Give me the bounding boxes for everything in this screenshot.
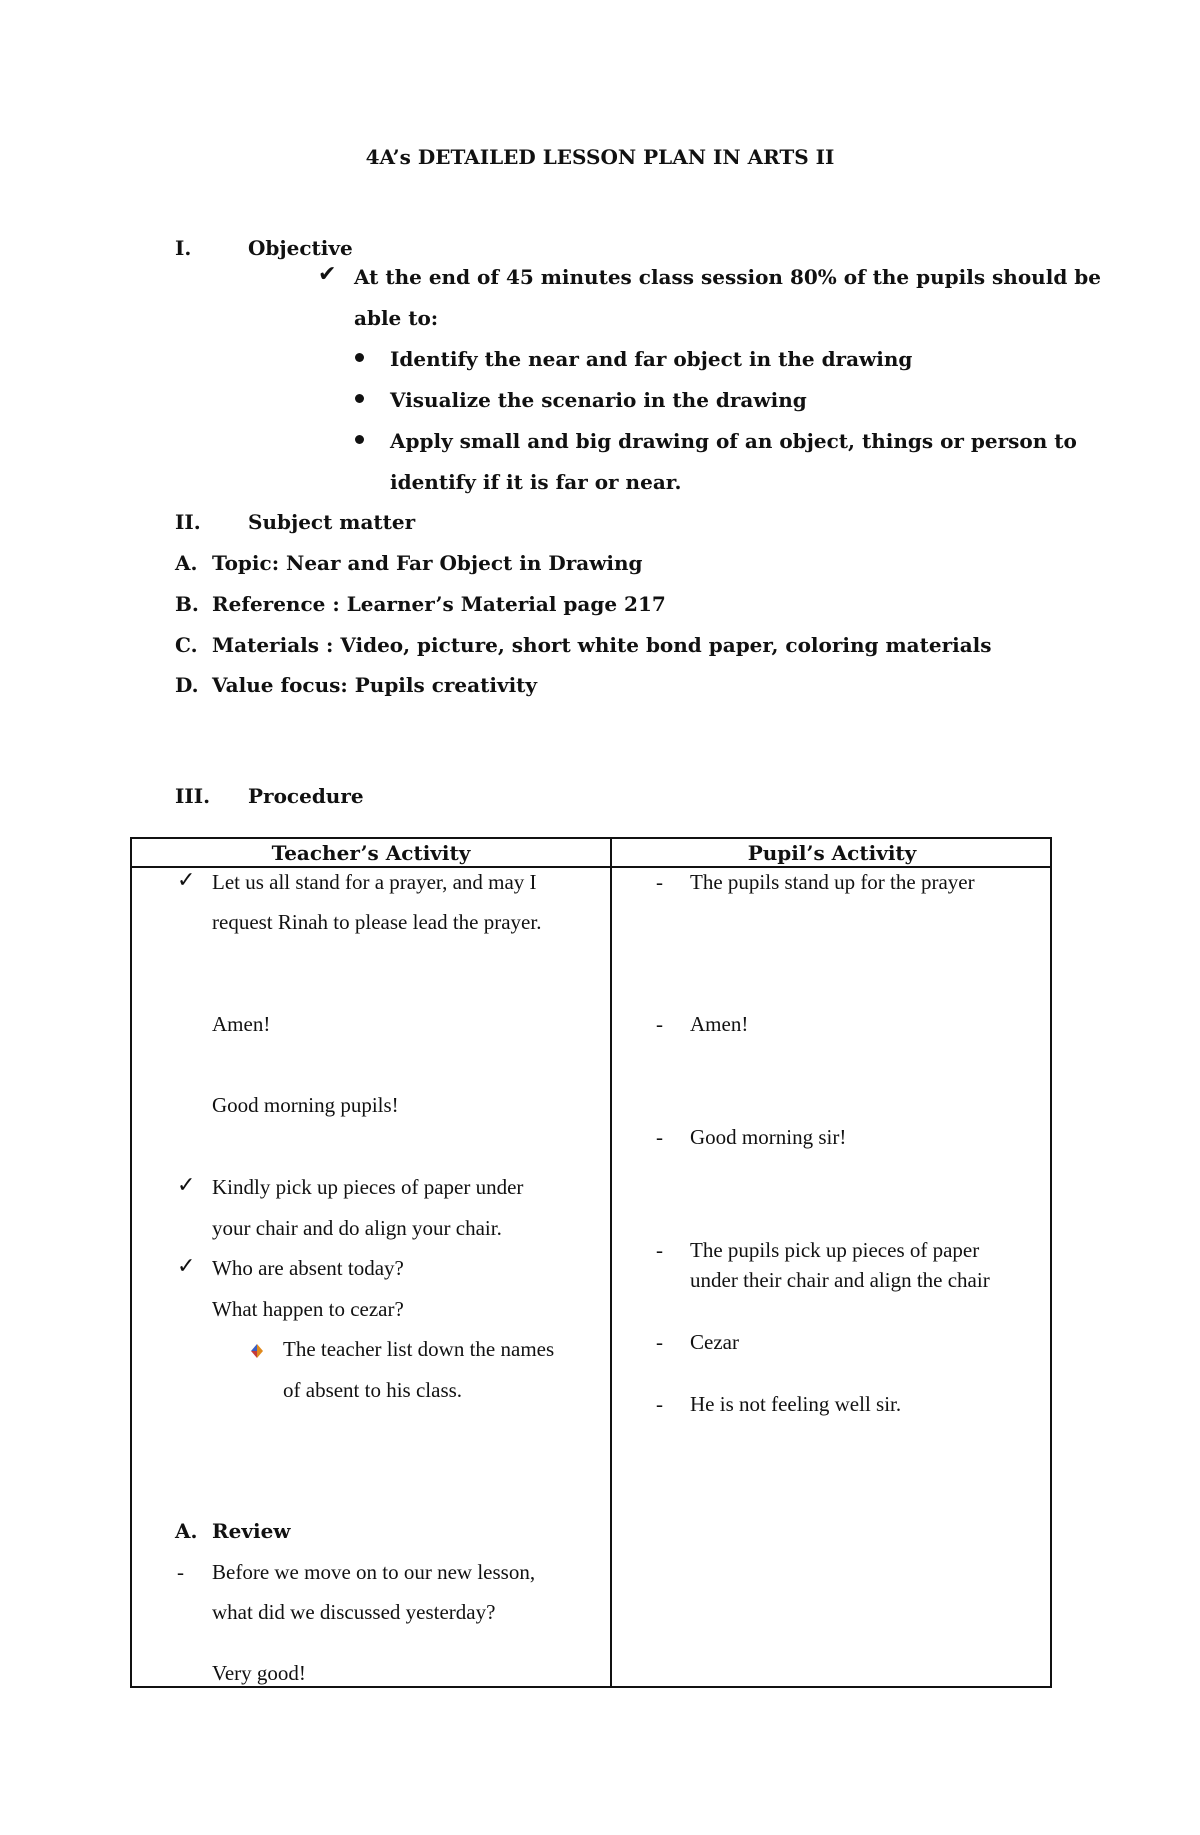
pupil-pickup-line2: under their chair and align the chair [690, 1268, 990, 1292]
objective-bullet-continuation: identify if it is far or near. [390, 470, 682, 494]
subject-item-value-focus: Value focus: Pupils creativity [212, 673, 538, 697]
pupil-dash: - [656, 1330, 663, 1354]
check-icon: ✓ [177, 1173, 196, 1198]
bullet-icon [355, 435, 364, 444]
review-dash: - [177, 1560, 184, 1584]
subject-item-letter: A. [175, 551, 198, 575]
subject-item-letter: D. [175, 673, 199, 697]
teacher-pickup-line2: your chair and do align your chair. [212, 1216, 502, 1240]
pupil-dash: - [656, 870, 663, 894]
objective-bullet: Identify the near and far object in the drawing [390, 347, 913, 371]
pupil-prayer: The pupils stand up for the prayer [690, 870, 975, 894]
subject-item-topic: Topic: Near and Far Object in Drawing [212, 551, 643, 575]
objective-bullet: Visualize the scenario in the drawing [390, 388, 807, 412]
teacher-cezar-question: What happen to cezar? [212, 1297, 404, 1321]
pupil-dash: - [656, 1392, 663, 1416]
teacher-very-good: Very good! [212, 1661, 306, 1685]
pupil-cezar: Cezar [690, 1330, 739, 1354]
review-line2: what did we discussed yesterday? [212, 1600, 496, 1624]
arrow-bullet-icon [249, 1343, 265, 1359]
subject-item-letter: C. [175, 633, 198, 657]
table-column-divider [610, 839, 612, 1686]
teacher-prayer-line1: Let us all stand for a prayer, and may I [212, 870, 537, 894]
pupil-not-well: He is not feeling well sir. [690, 1392, 902, 1416]
review-letter: A. [175, 1519, 198, 1543]
objective-heading: Objective [248, 236, 353, 260]
pupil-dash: - [656, 1012, 663, 1036]
pupil-pickup-line1: The pupils pick up pieces of paper [690, 1238, 980, 1262]
pupil-dash: - [656, 1238, 663, 1262]
objective-intro-line2: able to: [354, 306, 439, 330]
teacher-greeting: Good morning pupils! [212, 1093, 399, 1117]
pupil-greeting: Good morning sir! [690, 1125, 847, 1149]
subject-item-letter: B. [175, 592, 199, 616]
subject-matter-numeral: II. [175, 510, 201, 534]
procedure-numeral: III. [175, 784, 211, 808]
check-icon: ✓ [177, 868, 196, 893]
pupil-amen: Amen! [690, 1012, 749, 1036]
teacher-pickup-line1: Kindly pick up pieces of paper under [212, 1175, 524, 1199]
teacher-list-line1: The teacher list down the names [283, 1337, 555, 1361]
bullet-icon [355, 394, 364, 403]
procedure-heading: Procedure [248, 784, 364, 808]
review-line1: Before we move on to our new lesson, [212, 1560, 536, 1584]
teacher-prayer-line2: request Rinah to please lead the prayer. [212, 910, 542, 934]
bullet-icon [355, 353, 364, 362]
teacher-absent-question: Who are absent today? [212, 1256, 404, 1280]
teacher-amen: Amen! [212, 1012, 271, 1036]
teacher-list-line2: of absent to his class. [283, 1378, 463, 1402]
objective-bullet: Apply small and big drawing of an object, things or person to [390, 429, 1077, 453]
subject-item-reference: Reference : Learner’s Material page 217 [212, 592, 666, 616]
check-icon: ✓ [177, 1254, 196, 1279]
table-header-divider [132, 866, 1050, 868]
teacher-activity-header: Teacher’s Activity [271, 841, 471, 865]
objective-intro-line1: At the end of 45 minutes class session 80% of the pupils should be [354, 265, 1101, 289]
objective-numeral: I. [175, 236, 192, 260]
page-title: 4A’s DETAILED LESSON PLAN IN ARTS II [365, 145, 835, 169]
pupil-activity-header: Pupil’s Activity [747, 841, 917, 865]
review-heading: Review [212, 1519, 291, 1543]
pupil-dash: - [656, 1125, 663, 1149]
subject-item-materials: Materials : Video, picture, short white bond paper, coloring materials [212, 633, 992, 657]
check-icon: ✔ [318, 262, 337, 287]
subject-matter-heading: Subject matter [248, 510, 416, 534]
